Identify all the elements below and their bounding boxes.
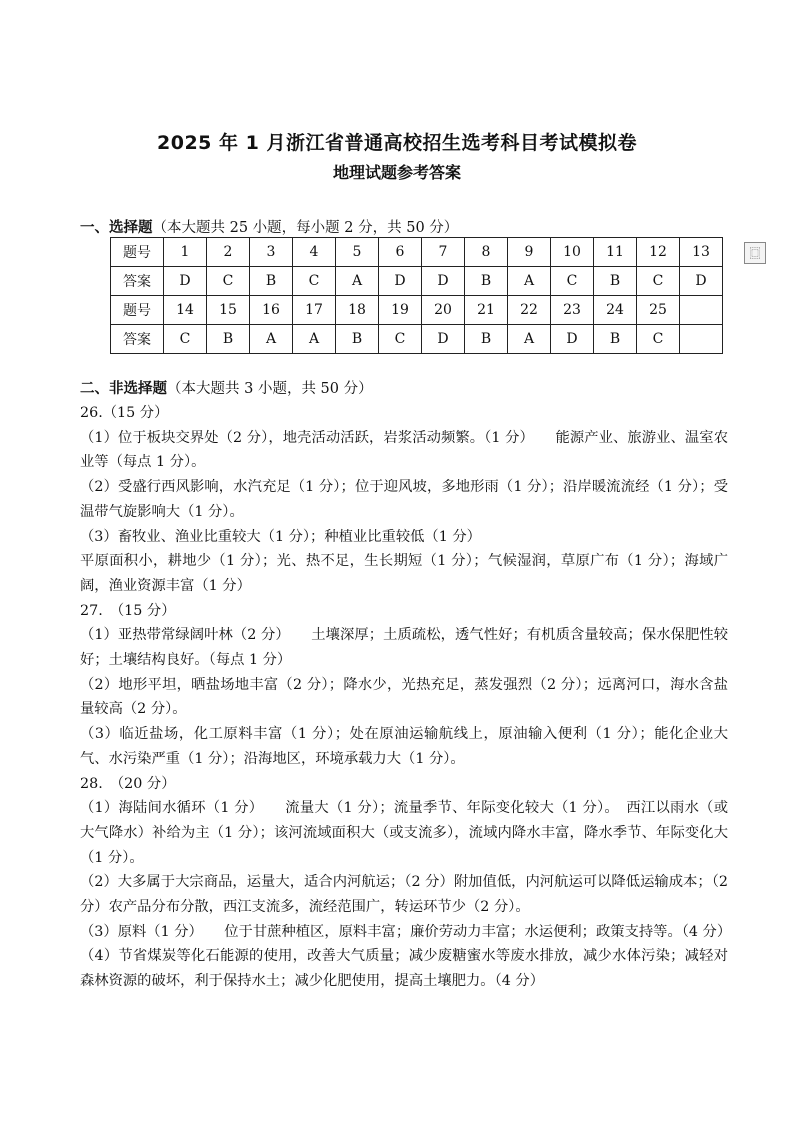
table-cell: D — [422, 325, 465, 354]
row-label: 题号 — [111, 238, 164, 267]
table-cell: 14 — [164, 296, 207, 325]
table-cell: 21 — [465, 296, 508, 325]
table-cell: D — [164, 267, 207, 296]
table-cell: 3 — [250, 238, 293, 267]
table-cell — [680, 296, 723, 325]
section-1-note: （本大题共 25 小题，每小题 2 分，共 50 分） — [152, 220, 459, 236]
answer-line: （4）节省煤炭等化石能源的使用，改善大气质量；减少废糖蜜水等废水排放，减少水体污染；减轻对森林资源的破坏，利于保持水土；减少化肥使用，提高土壤肥力。（4 分） — [80, 948, 728, 990]
table-cell: C — [637, 267, 680, 296]
table-cell: 25 — [637, 296, 680, 325]
question-number-row — [111, 296, 723, 325]
table-cell: A — [508, 267, 551, 296]
answer-line: 27. （15 分） — [80, 602, 176, 619]
table-cell: 18 — [336, 296, 379, 325]
table-cell: D — [551, 325, 594, 354]
answer-line: 26.（15 分） — [80, 405, 169, 421]
answer-line: 28. （20 分） — [80, 775, 176, 792]
answer-line: （2）受盛行西风影响，水汽充足（1 分）；位于迎风坡，多地形雨（1 分）；沿岸暖流流经（1 分）；受温带气旋影响大（1 分）。 — [80, 479, 728, 520]
table-cell: C — [164, 325, 207, 354]
table-cell: 6 — [379, 238, 422, 267]
answer-line: （1）海陆间水循环（1 分） 流量大（1 分）；流量季节、年际变化较大（1 分）。 西江以雨水（或大气降水）补给为主（1 分）；该河流域面积大（或支流多），流域内降水丰富，降水季节、年际变化大（1 分）。 — [80, 800, 728, 866]
answer-line: （3）畜牧业、渔业比重较大（1 分）；种植业比重较低（1 分） — [80, 528, 481, 545]
table-cell: 16 — [250, 296, 293, 325]
table-cell: 10 — [551, 238, 594, 267]
section-2-heading — [80, 377, 373, 398]
scan-icon[interactable]: ⿴ — [744, 242, 766, 264]
row-label: 答案 — [111, 325, 164, 354]
table-cell: 9 — [508, 238, 551, 267]
table-cell: B — [465, 267, 508, 296]
section-2-note: （本大题共 3 小题，共 50 分） — [167, 381, 373, 397]
answer-row — [111, 267, 723, 296]
table-cell: A — [336, 267, 379, 296]
answer-row — [111, 325, 723, 354]
table-cell: C — [551, 267, 594, 296]
table-cell: B — [250, 267, 293, 296]
table-cell: 7 — [422, 238, 465, 267]
answer-table — [110, 237, 723, 354]
table-cell: B — [594, 325, 637, 354]
section-1-heading — [80, 216, 458, 237]
table-cell: 5 — [336, 238, 379, 267]
table-cell: 12 — [637, 238, 680, 267]
page-subtitle: 地理试题参考答案 — [332, 163, 461, 182]
answer-line: （1）位于板块交界处（2 分），地壳活动活跃，岩浆活动频繁。（1 分） 能源产业、旅游业、温室农业等（每点 1 分）。 — [80, 429, 728, 471]
table-cell: C — [637, 325, 680, 354]
section-2-title: 二、非选择题 — [80, 381, 167, 397]
table-cell: 8 — [465, 238, 508, 267]
table-cell: 20 — [422, 296, 465, 325]
table-cell: A — [250, 325, 293, 354]
table-cell: C — [293, 267, 336, 296]
table-cell: 19 — [379, 296, 422, 325]
table-cell: D — [680, 267, 723, 296]
table-cell: 13 — [680, 238, 723, 267]
answer-line: （3）临近盐场，化工原料丰富（1 分）；处在原油运输航线上，原油输入便利（1 分）；能化企业大气、水污染严重（1 分）；沿海地区，环境承载力大（1 分）。 — [80, 726, 728, 767]
table-cell: 22 — [508, 296, 551, 325]
answer-line: 平原面积小，耕地少（1 分）；光、热不足，生长期短（1 分）；气候湿润，草原广布（1 分）；海域广阔，渔业资源丰富（1 分） — [80, 553, 728, 594]
page-title: 2025 年 1 月浙江省普通高校招生选考科目考试模拟卷 — [157, 132, 637, 154]
answer-line: （1）亚热带常绿阔叶林（2 分） 土壤深厚；土质疏松，透气性好；有机质含量较高；保水保肥性较好；土壤结构良好。（每点 1 分） — [80, 627, 728, 669]
table-cell: B — [465, 325, 508, 354]
row-label: 答案 — [111, 267, 164, 296]
question-number-row — [111, 238, 723, 267]
answer-line: （2）大多属于大宗商品，运量大，适合内河航运；（2 分）附加值低，内河航运可以降低运输成本；（2 分）农产品分布分散，西江支流多，流经范围广，转运环节少（2 分）。 — [80, 874, 728, 916]
table-cell: C — [207, 267, 250, 296]
table-cell: C — [379, 325, 422, 354]
table-cell — [680, 325, 723, 354]
table-cell: 11 — [594, 238, 637, 267]
table-cell: 1 — [164, 238, 207, 267]
table-cell: A — [293, 325, 336, 354]
table-cell: 23 — [551, 296, 594, 325]
table-cell: D — [422, 267, 465, 296]
table-cell: A — [508, 325, 551, 354]
row-label: 题号 — [111, 296, 164, 325]
table-cell: 17 — [293, 296, 336, 325]
table-cell: 15 — [207, 296, 250, 325]
table-cell: 2 — [207, 238, 250, 267]
table-cell: 24 — [594, 296, 637, 325]
table-cell: 4 — [293, 238, 336, 267]
table-cell: B — [594, 267, 637, 296]
answer-line: （3）原料（1 分） 位于甘蔗种植区，原料丰富；廉价劳动力丰富；水运便利；政策支持等。（4 分） — [80, 923, 732, 940]
section-1-title: 一、选择题 — [80, 220, 153, 236]
table-cell: D — [379, 267, 422, 296]
table-cell: B — [207, 325, 250, 354]
answer-line: （2）地形平坦，晒盐场地丰富（2 分）；降水少，光热充足，蒸发强烈（2 分）；远离河口，海水含盐量较高（2 分）。 — [80, 676, 728, 718]
table-cell: B — [336, 325, 379, 354]
answer-content — [80, 401, 732, 994]
